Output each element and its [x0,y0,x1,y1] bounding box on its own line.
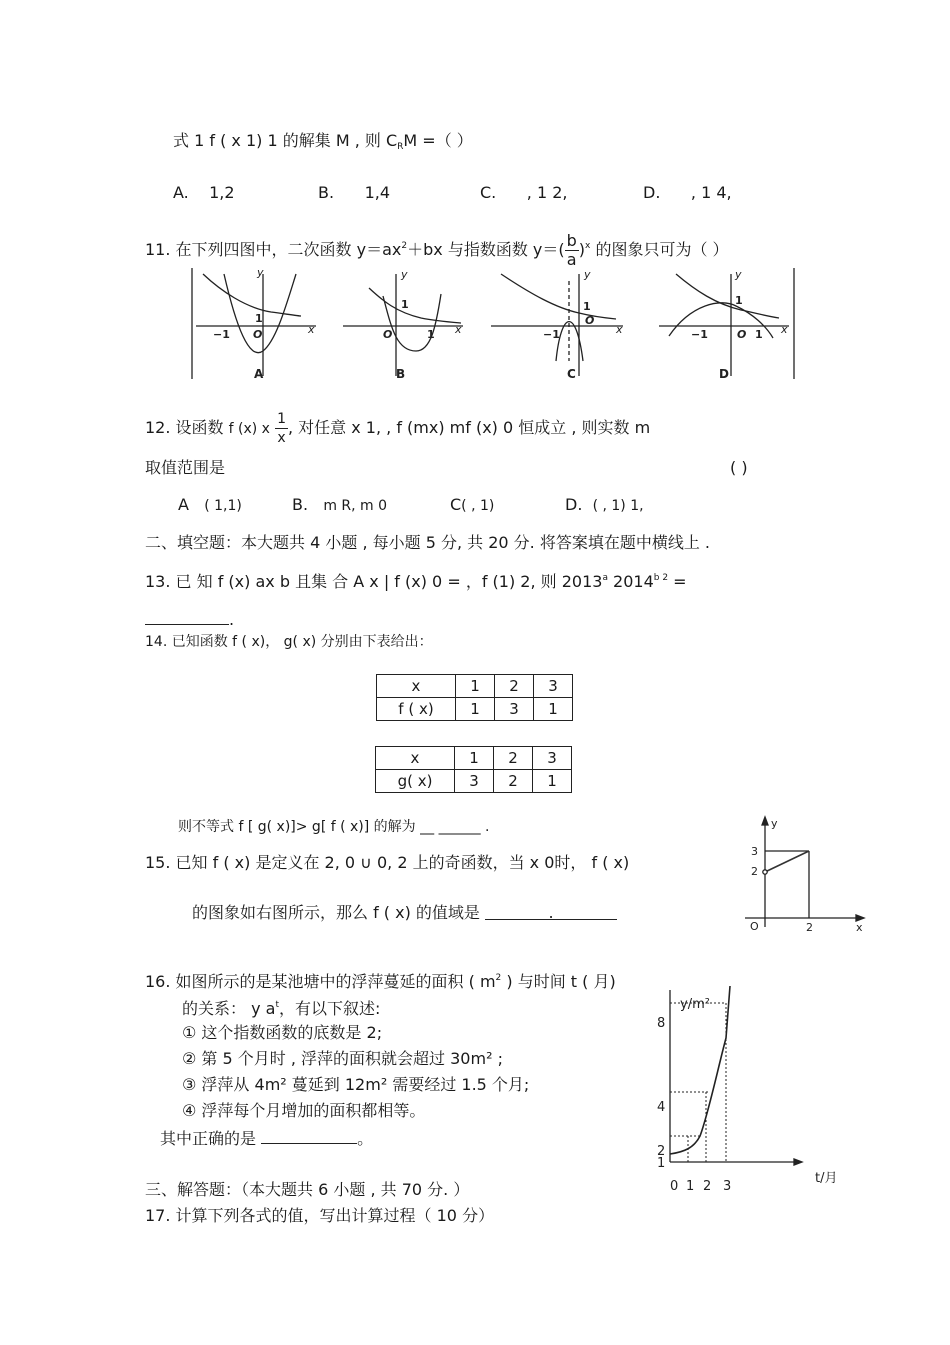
q16-t-arrow [794,1159,802,1165]
q15-open-point [763,870,767,874]
q10-text: 式 1 f ( x 1) 1 的解集 M , 则 C [173,131,398,150]
q16-y-label: y/m² [680,997,710,1012]
q16-ytick-2: 2 [657,1144,666,1159]
table-cell: x [377,675,456,698]
q15-text-b: 的图象如右图所示，那么 f ( x) 的值域是 [192,903,480,922]
q16-ask-end: 。 [357,1129,374,1148]
q16-ttick-3: 3 [723,1179,732,1194]
q11-text-b: ＋bx 与指数函数 y＝( [407,240,565,259]
q16-item-3: ③ 浮萍从 4m² 蔓延到 12m² 需要经过 1.5 个月; [182,1075,530,1094]
section2-heading: 二、填空题：本大题共 4 小题 , 每小题 5 分, 共 20 分. 将答案填在题中横线上 . [145,533,711,552]
q11-text-a: 11. 在下列四图中，二次函数 y＝ax [145,240,402,259]
table-cell: 3 [534,675,573,698]
option-label: B. [292,495,309,514]
table-cell: 3 [533,747,572,770]
q10-option-b [318,183,390,203]
q10-option-c [480,183,567,203]
q12-text-c: 取值范围是 [145,458,226,477]
graph-a-caption: A [254,367,264,381]
graph-a-origin-label: O [253,328,263,341]
q11-graphs-figure [191,266,795,380]
q16-stem [145,968,616,992]
q11-text-d: 的图象只可为（ ） [590,240,729,259]
q16-text-a: 16. 如图所示的是某池塘中的浮萍蔓延的面积 ( m [145,972,496,991]
q16-text-a2: ) 与时间 t ( 月) [501,972,616,991]
q17-stem: 17. 计算下列各式的值，写出计算过程（ 10 分） [145,1206,495,1225]
graph-a-exponential [203,274,301,316]
fraction-numerator: b [566,231,577,250]
q16-answer-blank[interactable] [261,1127,357,1144]
graph-b-parabola [383,294,441,351]
q16-ask-text: 其中正确的是 [160,1129,257,1148]
q16-graph [650,970,838,1195]
q16-ytick-1: 1 [657,1156,666,1171]
graph-d-caption: D [719,367,729,381]
option-value: ( , 1) [461,498,495,514]
q16-item-4: ④ 浮萍每个月增加的面积都相等。 [182,1101,426,1120]
option-value: 1,4 [364,183,391,202]
graph-d-one-label: 1 [735,294,743,307]
fraction-denominator: a [566,250,577,269]
q15-stem: 15. 已知 f ( x) 是定义在 2, 0 ∪ 0, 2 上的奇函数，当 x 0时， f ( x) [145,853,630,872]
graph-d-y-label: y [735,268,742,281]
graph-c-x-label: x [616,323,623,336]
q12-option-c [450,495,494,516]
q15-dot: . [548,903,554,922]
q12-fraction [275,410,288,447]
q13-answer-blank[interactable] [145,608,229,625]
table-cell: 2 [494,770,533,793]
table-cell: 1 [456,675,495,698]
graph-c-neg1-label: −1 [543,328,560,341]
q12-option-a [178,495,242,516]
q12-answer-paren [730,458,748,478]
q11-sup2: x [585,241,591,251]
table-row [377,698,573,721]
option-label: B. [318,183,335,202]
option-label: C. [480,183,497,202]
graph-c-exponential [501,274,616,319]
q15-answer-blank[interactable] [485,903,617,920]
q12-text-b: , 对任意 x 1, , f (mx) mf (x) 0 恒成立 , 则实数 m [287,418,651,437]
q12-stem [145,408,650,449]
table-cell: 1 [534,698,573,721]
section3-heading: 三、解答题：（本大题共 6 小题 , 共 70 分. ） [145,1180,470,1199]
table-cell: 1 [533,770,572,793]
graph-a-y-label: y [257,266,264,279]
q16-sup-a: 2 [495,973,502,983]
graph-b-origin-label: O [383,328,393,341]
graph-b-x-label: x [455,323,462,336]
q13-text-c: = [668,572,687,591]
q16-ttick-0: 0 [670,1179,679,1194]
q12-line2 [145,458,225,478]
graph-b-y-label: y [401,268,408,281]
table-cell: g( x) [376,770,455,793]
q15-function-segment [765,851,809,872]
q10-option-d [643,183,732,203]
option-value: 1,2 [209,183,235,202]
q13-text-a: 13. 已 知 f (x) ax b 且集 合 A x | f (x) 0 = ，f (1) 2, 则 2013 [145,572,603,591]
graph-c-one-label: 1 [583,300,591,313]
q16-t-label: t/月 [815,1171,838,1186]
q16-text-b2: ，有以下叙述: [278,999,381,1018]
option-value: ( 1,1) [204,498,242,514]
option-value: , 1 2, [526,183,568,202]
graph-d-exponential [676,274,779,318]
option-value: ( , 1) 1, [592,498,644,514]
fraction-denominator: x [277,430,286,446]
table-row [376,747,572,770]
q15-line2 [192,903,617,923]
q12-fx: f (x) x [228,421,270,437]
q16-relation [182,995,380,1019]
q16-sup-b: t [275,1000,279,1010]
option-label: D. [643,183,661,202]
q11-sup1: 2 [401,241,408,251]
q16-ttick-2: 2 [703,1179,712,1194]
table-cell: x [376,747,455,770]
q13-sup1: a [602,573,608,583]
table-cell: f ( x) [377,698,456,721]
q11-stem [145,226,729,270]
graph-d-origin-label: O [737,328,747,341]
table-f [376,674,573,721]
q13-stem [145,568,687,592]
table-row [376,770,572,793]
table-g [375,746,572,793]
graph-d-pos1-label: 1 [755,328,763,341]
q15-y-label: y [771,817,778,830]
q16-item-2: ② 第 5 个月时 , 浮萍的面积就会超过 30m² ; [182,1049,503,1068]
q16-text-b: 的关系： y a [182,999,276,1018]
q16-ytick-4: 4 [657,1100,666,1115]
table-cell: 3 [455,770,494,793]
graph-b-exponential [369,288,461,323]
q11-text-c: ) [578,240,586,259]
q15-origin-label: O [750,920,759,933]
graph-b-pos1-label: 1 [427,328,435,341]
q10-option-a [173,183,235,203]
q13-sup2: b 2 [653,573,669,583]
graph-d-neg1-label: −1 [691,328,708,341]
q13-answer-line [145,608,234,630]
q14-stem: 14. 已知函数 f ( x)， g( x) 分别由下表给出： [145,634,433,650]
q16-ask [160,1127,373,1149]
q13-end: . [229,610,235,629]
option-label: A. [173,183,189,202]
graph-c-y-label: y [584,268,591,281]
q13-text-b: 2014 [607,572,654,591]
q10-line [173,131,473,157]
q10-sub: R [397,142,404,152]
graph-a-x-label: x [308,323,315,336]
q16-ytick-8: 8 [657,1016,666,1031]
q16-item-1: ① 这个指数函数的底数是 2; [182,1023,383,1042]
q15-y-arrow [762,817,768,825]
table-cell: 1 [455,747,494,770]
table-cell: 3 [495,698,534,721]
option-label: C [450,495,462,514]
graph-a-neg1-label: −1 [213,328,230,341]
q15-x-label: x [856,921,863,934]
graph-d-x-label: x [781,323,788,336]
q12-option-b [292,495,387,516]
table-cell: 2 [494,747,533,770]
q16-ttick-1: 1 [686,1179,695,1194]
option-value: m R, m 0 [323,498,388,514]
option-label: A [178,495,189,514]
graph-c-caption: C [567,367,576,381]
q15-y2-label: 2 [751,865,758,878]
graph-a-one-label: 1 [255,312,263,325]
q11-fraction [565,232,579,269]
graph-b-one-label: 1 [401,298,409,311]
q12-paren: ( ) [730,458,748,477]
fraction-numerator: 1 [277,411,286,427]
q12-text-a: 12. 设函数 [145,418,224,437]
table-row [377,675,573,698]
table-cell: 2 [495,675,534,698]
table-cell: 1 [456,698,495,721]
graph-c-origin-label: O [585,314,595,327]
q15-x2-label: 2 [806,921,813,934]
q14-inequality: 则不等式 f [ g( x)]> g[ f ( x)] 的解为 __ ______ . [178,819,490,835]
q15-graph [745,815,865,935]
option-label: D. [565,495,583,514]
graph-b-caption: B [396,367,406,381]
q10-tail: M =（ ） [403,131,473,150]
option-value: , 1 4, [690,183,732,202]
q12-option-d [565,495,644,516]
q15-y3-label: 3 [751,845,758,858]
